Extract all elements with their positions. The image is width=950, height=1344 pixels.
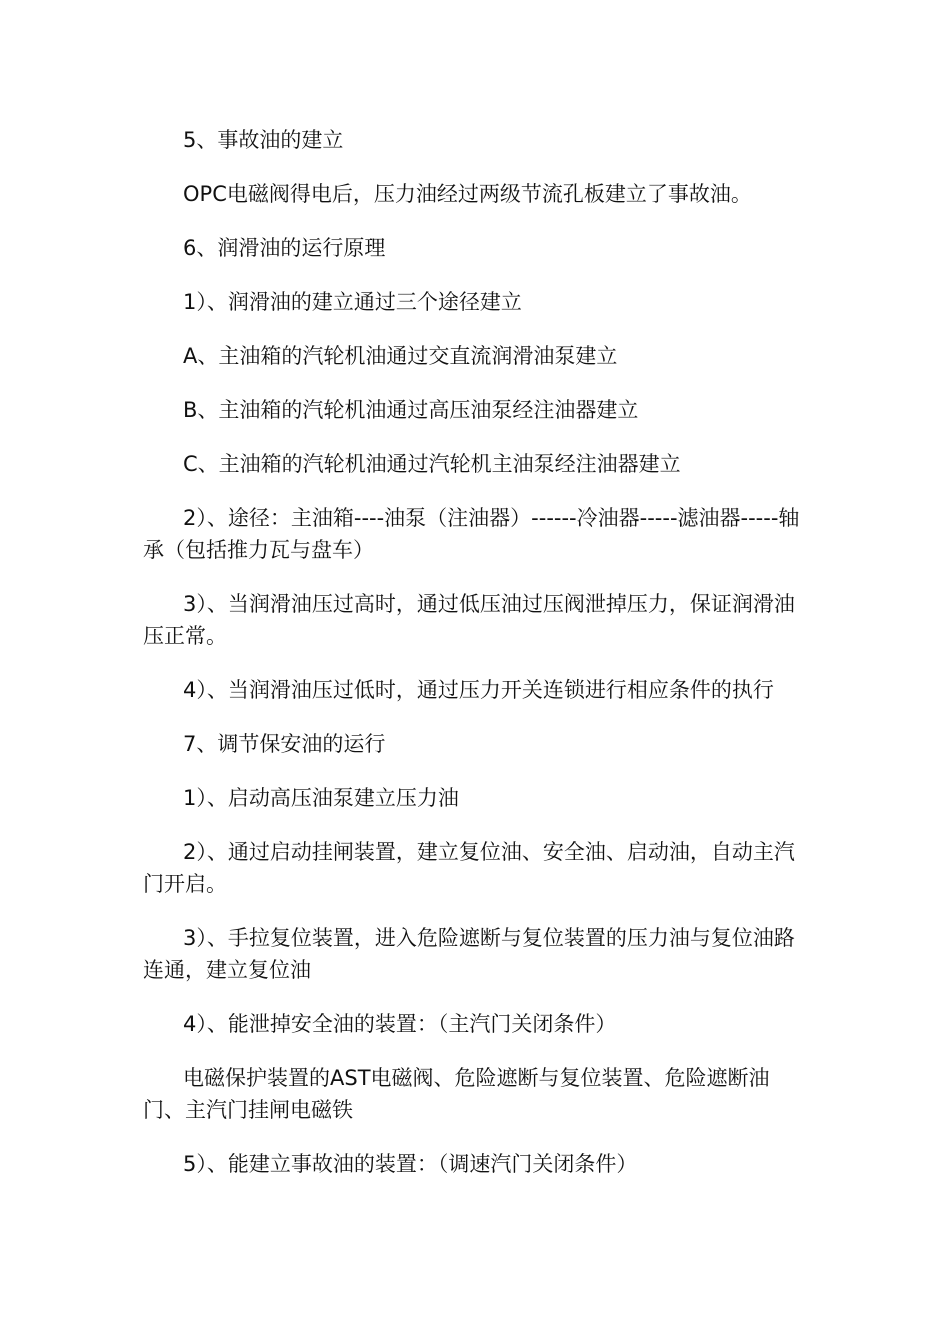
heading-accident-oil: 5、事故油的建立 [183, 128, 344, 152]
list-item-way-b: B、主油箱的汽轮机油通过高压油泵经注油器建立 [183, 398, 639, 422]
heading-lube-oil-principle: 6、润滑油的运行原理 [183, 236, 386, 260]
list-item-pressure-low: 4）、当润滑油压过低时，通过压力开关连锁进行相应条件的执行 [183, 678, 774, 702]
list-item-latch-device: 2）、通过启动挂闸装置，建立复位油、安全油、启动油，自动主汽门开启。 [143, 840, 795, 896]
paragraph-dump-devices: 电磁保护装置的AST电磁阀、危险遮断与复位装置、危险遮断油门、主汽门挂闸电磁铁 [143, 1066, 770, 1122]
paragraph-opc-valve: OPC电磁阀得电后，压力油经过两级节流孔板建立了事故油。 [183, 182, 752, 206]
list-item-way-c: C、主油箱的汽轮机油通过汽轮机主油泵经注油器建立 [183, 452, 681, 476]
list-item-lube-three-ways: 1）、润滑油的建立通过三个途径建立 [183, 290, 522, 314]
list-item-accident-oil-devices: 5）、能建立事故油的装置：（调速汽门关闭条件） [183, 1152, 638, 1176]
list-item-pressure-high: 3）、当润滑油压过高时，通过低压油过压阀泄掉压力，保证润滑油压正常。 [143, 592, 795, 648]
list-item-dump-safety-oil: 4）、能泄掉安全油的装置：（主汽门关闭条件） [183, 1012, 617, 1036]
list-item-way-a: A、主油箱的汽轮机油通过交直流润滑油泵建立 [183, 344, 618, 368]
list-item-oil-path: 2）、途径：主油箱----油泵（注油器）------冷油器-----滤油器-----轴承（包括推力瓦与盘车） [143, 506, 800, 562]
list-item-reset-device: 3）、手拉复位装置，进入危险遮断与复位装置的压力油与复位油路连通，建立复位油 [143, 926, 795, 982]
heading-safety-oil-operation: 7、调节保安油的运行 [183, 732, 386, 756]
list-item-start-hp-pump: 1）、启动高压油泵建立压力油 [183, 786, 459, 810]
document-body [143, 124, 803, 1202]
